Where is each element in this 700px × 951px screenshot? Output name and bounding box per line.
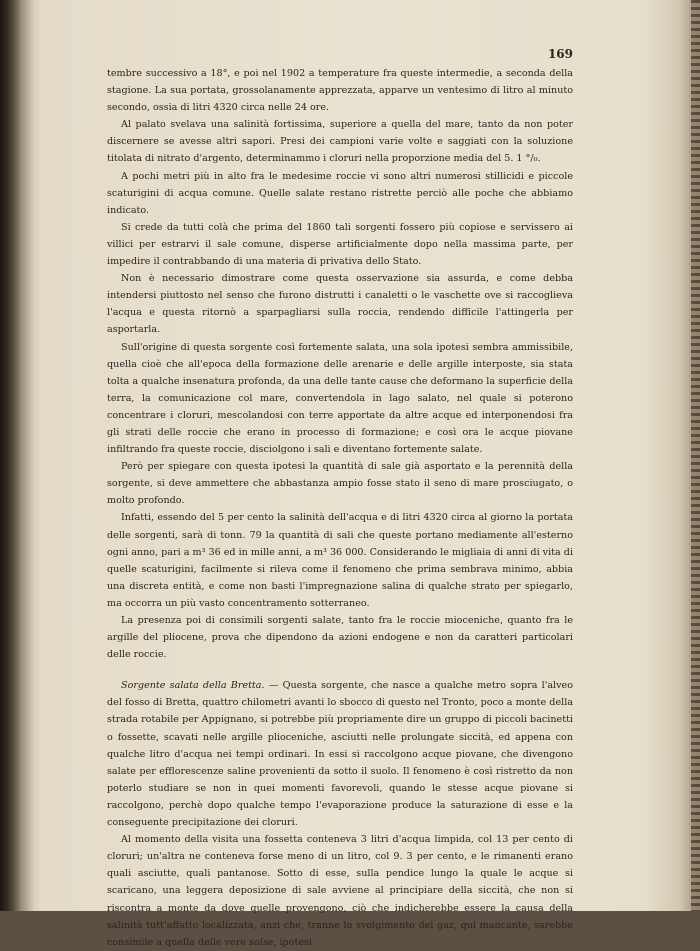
section-text: Al momento della visita una fossetta conteneva 3 litri d'acqua limpida, col 13 per cento di cloruri; un'altra ne conteneva forse meno di un litro, col 9. 3 per cento, e le rimanenti erano quali asciutte, quali pantanose. Sotto di esse, sulla pendice lungo la quale le acque si scaricano, una leggera deposizione di sale avviene al principiare della siccità, che non si riscontra a monte da dove quelle provengono, ciò che indicherebbe essere la causa della salinità tutt'affatto localizzata, anzi che, tranne lo svolgimento dei gaz, qui mancante, sarebbe consimile a quella delle vere bbox=[107, 834, 573, 948]
section-gap bbox=[107, 663, 573, 677]
italic-term: salse bbox=[249, 936, 274, 948]
section-text: , ipotesi bbox=[273, 936, 312, 948]
page-body bbox=[107, 44, 573, 951]
paragraph: Al palato svelava una salinità fortissima, superiore a quella del mare, tanto da non poter discernere se avesse altri sapori. Presi dei campioni varie volte e saggiati con la soluzione titolata di nitrato d'argento, determinammo i cloruri nella proporzione media del 5. 1 °/₀. bbox=[107, 119, 573, 165]
paragraph: A pochi metri più in alto fra le medesime roccie vi sono altri numerosi stillicidi e piccole scaturigini di acqua comune. Quelle salate restano ristrette perciò alle poche che abbiamo indicato. bbox=[107, 170, 573, 216]
section-paragraph bbox=[107, 831, 573, 951]
paragraph: Infatti, essendo del 5 per cento la salinità dell'acqua e di litri 4320 circa al giorno la portata delle sorgenti, sarà di tonn. 79 la quantità di sali che queste portano mediamente all'esterno ogni anno, pari a m³ 36 ed in mille anni, a m³ 36 000. Considerando le migliaia di anni di vita di quelle scaturigini, facilmente si rileva come il fenomeno che prima sembrava minimo, abbia una discreta entità, e come non basti l'impregnazione salina di qualche strato per spiegarlo, ma occorra un più vasto concentramento sotterraneo. bbox=[107, 512, 574, 609]
section-title: Sorgente salata della Bretta. bbox=[121, 680, 265, 692]
page-number: 169 bbox=[547, 47, 573, 61]
paragraph: Però per spiegare con questa ipotesi la quantità di sale già asportato e la perennità della sorgente, si deve ammettere che abbastanza ampio fosse stato il seno di mare prosciugato, o molto profondo. bbox=[107, 461, 573, 507]
paragraph: La presenza poi di consimili sorgenti salate, tanto fra le roccie mioceniche, quanto fra le argille del pliocene, prova che dipendono da azioni endogene e non da caratteri particolari delle roccie. bbox=[107, 615, 573, 661]
binding-gutter-shadow bbox=[0, 0, 34, 911]
page-edge bbox=[691, 0, 700, 911]
section-text: — Questa sorgente, che nasce a qualche metro sopra l'alveo del fosso di Bretta, quattro chilometri avanti lo sbocco di questo nel Tronto, poco a monte della strada rotabile per Appignano, si potrebbe più propriamente dire un gruppo di piccoli bacinetti o fossette, scavati nelle argille plioceniche, asciutti nelle prolungate siccità, ed appena con qualche litro d'acqua nei tempi ordinari. In essi si raccolgono acque piovane, che divengono salate per efflorescenze saline provenienti da sotto il suolo. Il fenomeno è così ristretto da non poterlo studiare se non in quei momenti favorevoli, quando le stesse acque piovane si raccolgono, perchè dopo qualche tempo l'evaporazione produce la saturazione di esse e la conseguente precipitazione dei cloruri. bbox=[107, 680, 573, 829]
paragraph: Non è necessario dimostrare come questa osservazione sia assurda, e come debba intendersi piuttosto nel senso che furono distrutti i canaletti o le vaschette ove si raccoglieva l'acqua e questa ritornò a sparpagliarsi sulla roccia, rendendo difficile l'attingerla per asportarla. bbox=[107, 273, 573, 336]
section-paragraph bbox=[107, 677, 573, 831]
paragraph: Sull'origine di questa sorgente così fortemente salata, una sola ipotesi sembra ammissibile, quella cioè che all'epoca della formazione delle arenarie e delle argille interposte, sia stata tolta a qualche insenatura profonda, da una delle tante cause che deformano la superficie della terra, la comunicazione col mare, convertendola in lago salato, nel quale si poterono concentrare i cloruri, mescolandosi con terre apportate da altre acque ed interponendosi fra gli strati delle roccie che erano in processo di formazione; e così ora le acque piovane infiltrando fra queste roccie, disciolgono i sali e diventano fortemente salate. bbox=[107, 341, 573, 456]
paragraph: tembre successivo a 18°, e poi nel 1902 a temperature fra queste intermedie, a seconda della stagione. La sua portata, grossolanamente apprezzata, apparve un ventesimo di litro al minuto secondo, ossia di litri 4320 circa nelle 24 ore. bbox=[107, 68, 573, 114]
paragraph: Si crede da tutti colà che prima del 1860 tali sorgenti fossero più copiose e servissero ai villici per estrarvi il sale comune, disperse artificialmente dopo nella massima parte, per impedire il contrabbando di una materia di privativa dello Stato. bbox=[107, 221, 573, 268]
